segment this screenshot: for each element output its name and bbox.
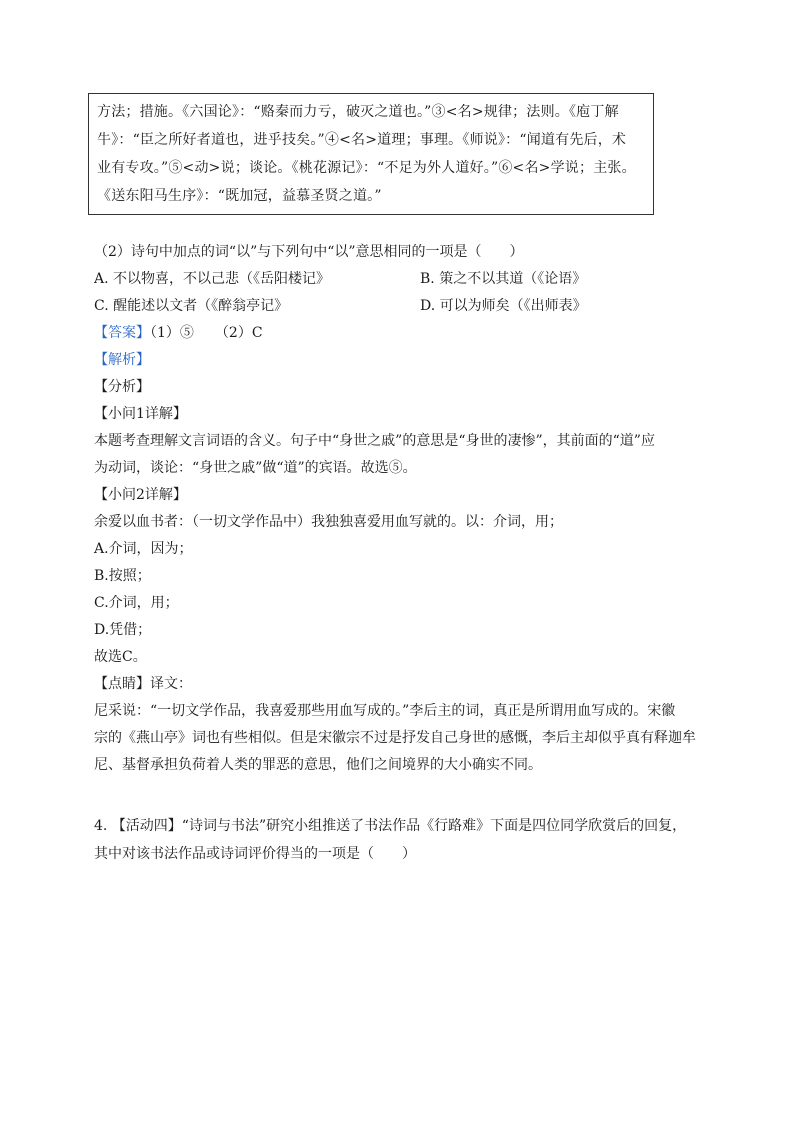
sub2-line: 故选C。 [94, 649, 147, 665]
sub2-tag: 【小问2详解】 [94, 487, 187, 503]
sub2-line: A.介词，因为； [94, 541, 193, 557]
box-line: 方法；措施。《六国论》：“赂秦而力亏，破灭之道也。”③<名>规律；法则。《庖丁解 [97, 104, 619, 120]
sub2-line: 余爱以血书者：（一切文学作品中）我独独喜爱用血写就的。以：介词，用； [94, 514, 563, 530]
sub1-tag: 【小问1详解】 [94, 406, 187, 422]
answer-line [94, 320, 714, 347]
question-2-stem: （2）诗句中加点的词“以”与下列句中“以”意思相同的一项是（ ） [94, 244, 524, 260]
sub2-line: D.凭借； [94, 622, 152, 638]
dianjing-line [94, 671, 714, 698]
option-d: D. 可以为师矣（《出师表》 [420, 298, 587, 314]
box-line: 业有专攻。”⑤<动>说；谈论。《桃花源记》：“不足为外人道好。”⑥<名>学说；主张。 [97, 160, 636, 176]
sub2-line: C.介词，用； [94, 595, 179, 611]
dianjing-tag: 【点睛】 [94, 676, 150, 692]
box-line: 牛》：“臣之所好者道也，进乎技矣。”④<名>道理；事理。《师说》：“闻道有先后，术 [97, 132, 627, 148]
option-c: C. 醒能述以文者（《醉翁亭记》 [94, 298, 289, 314]
options-row-ab [94, 266, 714, 293]
sub1-line: 为动词，谈论：“身世之戚”做“道”的宾语。故选⑤。 [94, 460, 417, 476]
box-line: 《送东阳马生序》：“既加冠，益慕圣贤之道。” [97, 188, 382, 204]
dianjing-label: 译文： [150, 676, 192, 692]
translation-line: 尼采说：“一切文学作品，我喜爱那些用血写成的。”李后主的词，真正是所谓用血写成的。宋徽 [94, 703, 676, 719]
answer-text: （1）⑤ （2）C [150, 325, 263, 341]
option-b: B. 策之不以其道（《论语》 [420, 271, 587, 287]
option-a: A. 不以物喜，不以己悲（《岳阳楼记》 [94, 271, 331, 287]
question-4-line: 4. 【活动四】“诗词与书法”研究小组推送了书法作品《行路难》下面是四位同学欣赏后的回复， [94, 818, 687, 834]
answer-tag: 【答案】 [94, 325, 150, 341]
question-4-section [94, 812, 714, 868]
question-2-section [94, 239, 714, 779]
options-row-cd [94, 293, 714, 320]
translation-line: 尼、基督承担负荷着人类的罪恶的意思，他们之间境界的大小确实不同。 [94, 757, 542, 773]
fenxi-tag: 【分析】 [94, 379, 150, 395]
translation-line: 宗的《燕山亭》词也有些相似。但是宋徽宗不过是抒发自己身世的感慨，李后主却似乎真有释迦牟 [94, 730, 696, 746]
sub2-line: B.按照； [94, 568, 151, 584]
question-4-line: 其中对该书法作品或诗词评价得当的一项是（ ） [94, 846, 416, 862]
analysis-tag: 【解析】 [94, 352, 150, 368]
sub1-line: 本题考查理解文言词语的含义。句子中“身世之戚”的意思是“身世的凄惨”，其前面的“道”应 [94, 433, 655, 449]
definition-box [88, 93, 654, 215]
